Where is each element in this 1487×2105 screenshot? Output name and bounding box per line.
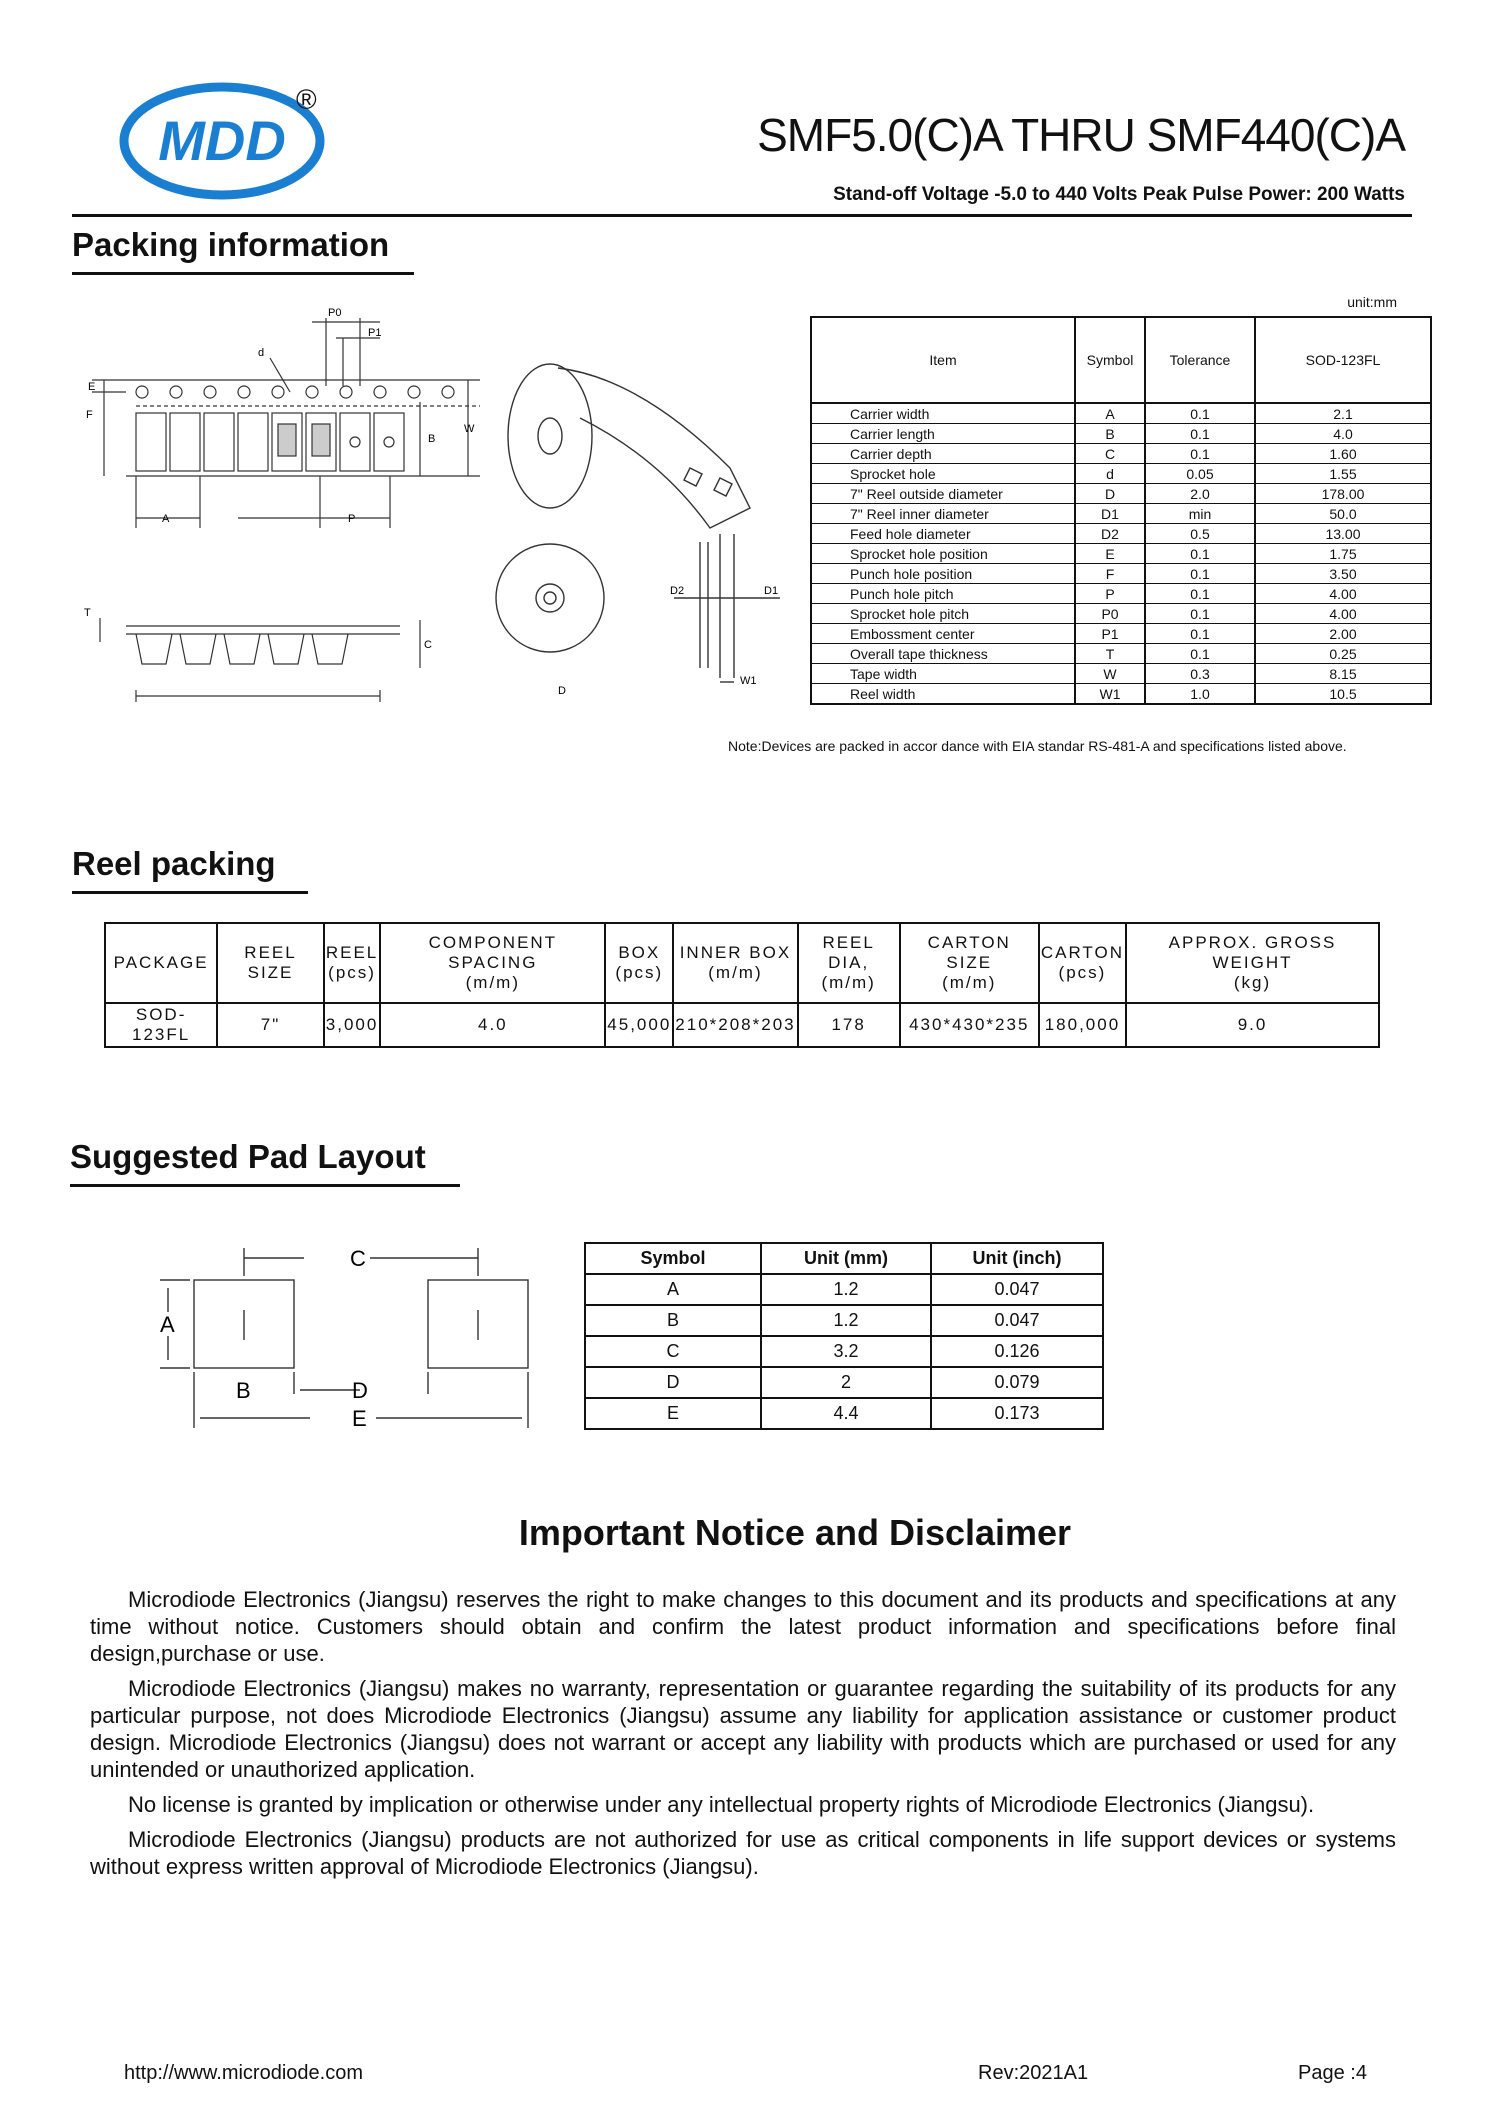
tape-spec-row	[811, 424, 1431, 444]
pad-cell-mm: 3.2	[761, 1336, 931, 1367]
reel-packing-table	[104, 922, 1380, 1048]
pad-cell-inch: 0.079	[931, 1367, 1103, 1398]
reel-header-unit: (m/m)	[942, 973, 997, 992]
disclaimer-paragraph: Microdiode Electronics (Jiangsu) reserves the right to make changes to this document and its products and specifications at any time without notice. Customers should obtain and confirm the latest product information and specifications before final design,purchase or use.	[90, 1587, 1396, 1666]
pad-cell-mm: 1.2	[761, 1274, 931, 1305]
reel-header-cell	[1039, 923, 1126, 1003]
spec-cell-tolerance: 0.05	[1145, 464, 1255, 484]
spec-cell-item: Punch hole position	[811, 564, 1075, 584]
spec-cell-symbol: D2	[1075, 524, 1145, 544]
spec-cell-symbol: W1	[1075, 684, 1145, 705]
tape-spec-row	[811, 644, 1431, 664]
col-pad-symbol: Symbol	[585, 1243, 761, 1274]
pad-label-c: C	[350, 1246, 366, 1271]
pad-cell-mm: 4.4	[761, 1398, 931, 1429]
pad-cell-mm: 1.2	[761, 1305, 931, 1336]
reel-header-cell	[105, 923, 217, 1003]
pad-cell-inch: 0.173	[931, 1398, 1103, 1429]
reel-header-label: CARTON	[1040, 943, 1125, 962]
spec-cell-item: Sprocket hole pitch	[811, 604, 1075, 624]
spec-cell-item: Carrier length	[811, 424, 1075, 444]
reel-header-cell	[798, 923, 900, 1003]
label-w: W	[464, 423, 475, 435]
packing-heading: Packing information	[72, 226, 414, 275]
reel-cell: 3,000	[324, 1003, 381, 1047]
registered-mark: ®	[296, 84, 317, 115]
spec-cell-value: 1.75	[1255, 544, 1431, 564]
reel-cell: SOD-123FL	[105, 1003, 217, 1047]
reel-header-cell	[324, 923, 381, 1003]
reel-cell: 7"	[217, 1003, 324, 1047]
spec-cell-symbol: P0	[1075, 604, 1145, 624]
reel-header-label: INNER BOX	[679, 943, 792, 962]
packing-note: Note:Devices are packed in accor dance with EIA standar RS-481-A and specifications listed above.	[728, 738, 1347, 754]
tape-spec-row	[811, 444, 1431, 464]
pad-label-b: B	[236, 1378, 251, 1403]
spec-cell-value: 4.00	[1255, 604, 1431, 624]
logo-text: MDD	[158, 109, 286, 172]
tape-spec-row	[811, 484, 1431, 504]
tape-spec-row	[811, 624, 1431, 644]
spec-cell-symbol: W	[1075, 664, 1145, 684]
pad-cell-symbol: E	[585, 1398, 761, 1429]
reel-header-cell	[1126, 923, 1379, 1003]
spec-cell-value: 50.0	[1255, 504, 1431, 524]
spec-cell-tolerance: 0.1	[1145, 424, 1255, 444]
spec-cell-item: Carrier width	[811, 403, 1075, 424]
label-c: C	[424, 639, 432, 651]
spec-cell-tolerance: 1.0	[1145, 684, 1255, 705]
spec-cell-symbol: A	[1075, 403, 1145, 424]
pad-cell-symbol: C	[585, 1336, 761, 1367]
spec-cell-item: Overall tape thickness	[811, 644, 1075, 664]
col-pad-mm: Unit (mm)	[761, 1243, 931, 1274]
pad-cell-inch: 0.126	[931, 1336, 1103, 1367]
spec-cell-item: Reel width	[811, 684, 1075, 705]
spec-cell-value: 2.1	[1255, 403, 1431, 424]
pad-row	[585, 1398, 1103, 1429]
reel-header-label: APPROX. GROSS WEIGHT	[1168, 933, 1337, 972]
document-title: SMF5.0(C)A THRU SMF440(C)A	[757, 109, 1405, 161]
spec-cell-value: 13.00	[1255, 524, 1431, 544]
tape-spec-table	[810, 316, 1432, 705]
col-pad-inch: Unit (inch)	[931, 1243, 1103, 1274]
spec-cell-tolerance: 2.0	[1145, 484, 1255, 504]
reel-header-unit: (m/m)	[708, 963, 763, 982]
spec-cell-item: Embossment center	[811, 624, 1075, 644]
tape-spec-row	[811, 544, 1431, 564]
spec-cell-item: Tape width	[811, 664, 1075, 684]
reel-header-unit: (pcs)	[328, 963, 376, 982]
pad-label-e: E	[352, 1406, 367, 1431]
footer-page-number: Page :4	[1298, 2062, 1367, 2084]
spec-cell-value: 1.55	[1255, 464, 1431, 484]
reel-header-label: CARTON SIZE	[927, 933, 1011, 972]
spec-cell-item: Punch hole pitch	[811, 584, 1075, 604]
reel-header-cell	[380, 923, 605, 1003]
pad-row	[585, 1274, 1103, 1305]
pad-dimension-body	[585, 1274, 1103, 1429]
pad-label-a: A	[160, 1312, 175, 1337]
disclaimer-body	[90, 1586, 1396, 1888]
disclaimer-paragraph: Microdiode Electronics (Jiangsu) products are not authorized for use as critical components in life support devices or systems without express written approval of Microdiode Electronics (Jiangsu).	[90, 1827, 1396, 1879]
pad-row	[585, 1305, 1103, 1336]
spec-cell-symbol: D1	[1075, 504, 1145, 524]
col-item: Item	[811, 317, 1075, 403]
disclaimer-paragraph: Microdiode Electronics (Jiangsu) makes no warranty, representation or guarantee regarding the suitability of its products for any particular purpose, not does Microdiode Electronics (Jiangsu) assume any liability for application assistance or customer product design. Microdiode Electronics (Jiangsu) does not warrant or accept any liability with products which are purchased or used for any unintended or unauthorized application.	[90, 1676, 1396, 1782]
col-symbol: Symbol	[1075, 317, 1145, 403]
reel-header-cell	[217, 923, 324, 1003]
tape-spec-row	[811, 684, 1431, 705]
tape-reel-diagram	[80, 298, 780, 708]
spec-cell-tolerance: 0.1	[1145, 564, 1255, 584]
label-d1: D1	[764, 585, 779, 597]
spec-cell-symbol: T	[1075, 644, 1145, 664]
label-d2: D2	[670, 585, 685, 597]
spec-cell-value: 2.00	[1255, 624, 1431, 644]
reel-heading: Reel packing	[72, 845, 308, 894]
footer-url[interactable]: http://www.microdiode.com	[124, 2062, 363, 2084]
footer-revision: Rev:2021A1	[978, 2062, 1089, 2084]
spec-cell-symbol: B	[1075, 424, 1145, 444]
spec-cell-tolerance: 0.1	[1145, 604, 1255, 624]
spec-cell-symbol: D	[1075, 484, 1145, 504]
spec-cell-symbol: F	[1075, 564, 1145, 584]
label-w1: W1	[740, 675, 757, 687]
pad-label-d: D	[352, 1378, 368, 1403]
spec-cell-tolerance: 0.1	[1145, 584, 1255, 604]
label-f: F	[86, 409, 93, 421]
spec-cell-tolerance: 0.1	[1145, 644, 1255, 664]
spec-cell-symbol: E	[1075, 544, 1145, 564]
spec-cell-tolerance: 0.5	[1145, 524, 1255, 544]
reel-cell: 180,000	[1039, 1003, 1126, 1047]
spec-cell-item: 7" Reel outside diameter	[811, 484, 1075, 504]
mdd-logo	[118, 82, 326, 200]
spec-cell-tolerance: min	[1145, 504, 1255, 524]
disclaimer-title: Important Notice and Disclaimer	[518, 1512, 1072, 1553]
label-b: B	[428, 433, 436, 445]
pad-cell-symbol: A	[585, 1274, 761, 1305]
spec-cell-symbol: C	[1075, 444, 1145, 464]
spec-cell-tolerance: 0.1	[1145, 403, 1255, 424]
spec-cell-value: 4.0	[1255, 424, 1431, 444]
reel-header-unit: (kg)	[1233, 973, 1272, 992]
tape-spec-row	[811, 524, 1431, 544]
pad-dimension-table	[584, 1242, 1104, 1430]
label-dd: D	[558, 685, 566, 697]
header-rule	[72, 214, 1412, 217]
label-t: T	[84, 607, 91, 619]
reel-header-cell	[673, 923, 797, 1003]
tape-spec-row	[811, 504, 1431, 524]
reel-header-unit: (pcs)	[1058, 963, 1107, 982]
reel-header-row	[105, 923, 1379, 1003]
spec-cell-value: 178.00	[1255, 484, 1431, 504]
spec-cell-tolerance: 0.1	[1145, 544, 1255, 564]
label-p: P	[348, 513, 356, 525]
disclaimer-paragraph: No license is granted by implication or otherwise under any intellectual property rights of Microdiode Electronics (Jiangsu).	[128, 1792, 1315, 1817]
reel-header-cell	[900, 923, 1039, 1003]
spec-cell-value: 3.50	[1255, 564, 1431, 584]
spec-cell-tolerance: 0.3	[1145, 664, 1255, 684]
tape-spec-row	[811, 464, 1431, 484]
reel-header-label: PACKAGE	[113, 953, 209, 972]
spec-cell-item: Feed hole diameter	[811, 524, 1075, 544]
reel-header-unit: (m/m)	[465, 973, 520, 992]
reel-header-label: COMPONENT SPACING	[428, 933, 558, 972]
spec-cell-symbol: P1	[1075, 624, 1145, 644]
spec-cell-item: 7" Reel inner diameter	[811, 504, 1075, 524]
reel-cell: 4.0	[380, 1003, 605, 1047]
pad-row	[585, 1367, 1103, 1398]
label-p0: P0	[328, 307, 342, 319]
pad-cell-symbol: B	[585, 1305, 761, 1336]
reel-header-unit: (m/m)	[821, 973, 876, 992]
reel-cell: 178	[798, 1003, 900, 1047]
spec-cell-value: 0.25	[1255, 644, 1431, 664]
pad-layout-diagram	[140, 1228, 540, 1438]
pad-cell-inch: 0.047	[931, 1274, 1103, 1305]
label-a: A	[162, 513, 170, 525]
spec-cell-value: 1.60	[1255, 444, 1431, 464]
pad-heading: Suggested Pad Layout	[70, 1138, 460, 1187]
label-p1: P1	[368, 327, 382, 339]
label-e: E	[88, 381, 96, 393]
col-tolerance: Tolerance	[1145, 317, 1255, 403]
reel-header-label: BOX	[618, 943, 661, 962]
spec-cell-item: Sprocket hole	[811, 464, 1075, 484]
spec-cell-item: Carrier depth	[811, 444, 1075, 464]
reel-cell: 430*430*235	[900, 1003, 1039, 1047]
unit-label: unit:mm	[1347, 294, 1397, 310]
tape-spec-row	[811, 664, 1431, 684]
reel-cell: 45,000	[605, 1003, 673, 1047]
col-sod123fl: SOD-123FL	[1255, 317, 1431, 403]
label-d: d	[258, 347, 265, 359]
tape-spec-row	[811, 604, 1431, 624]
tape-spec-row	[811, 564, 1431, 584]
tape-spec-row	[811, 584, 1431, 604]
spec-cell-tolerance: 0.1	[1145, 624, 1255, 644]
reel-cell: 9.0	[1126, 1003, 1379, 1047]
reel-cell: 210*208*203	[673, 1003, 797, 1047]
spec-cell-symbol: P	[1075, 584, 1145, 604]
reel-header-label: REEL DIA,	[822, 933, 875, 972]
tape-spec-row	[811, 403, 1431, 424]
document-subtitle: Stand-off Voltage -5.0 to 440 Volts Peak Pulse Power: 200 Watts	[833, 184, 1405, 205]
spec-cell-item: Sprocket hole position	[811, 544, 1075, 564]
reel-header-label: REEL SIZE	[244, 943, 297, 982]
reel-data-row	[105, 1003, 1379, 1047]
pad-cell-inch: 0.047	[931, 1305, 1103, 1336]
pad-cell-symbol: D	[585, 1367, 761, 1398]
spec-cell-value: 8.15	[1255, 664, 1431, 684]
pad-cell-mm: 2	[761, 1367, 931, 1398]
reel-header-cell	[605, 923, 673, 1003]
spec-cell-value: 4.00	[1255, 584, 1431, 604]
tape-spec-body	[811, 403, 1431, 704]
spec-cell-symbol: d	[1075, 464, 1145, 484]
reel-header-label: REEL	[325, 943, 379, 962]
spec-cell-tolerance: 0.1	[1145, 444, 1255, 464]
spec-cell-value: 10.5	[1255, 684, 1431, 705]
pad-row	[585, 1336, 1103, 1367]
reel-header-unit: (pcs)	[615, 963, 664, 982]
